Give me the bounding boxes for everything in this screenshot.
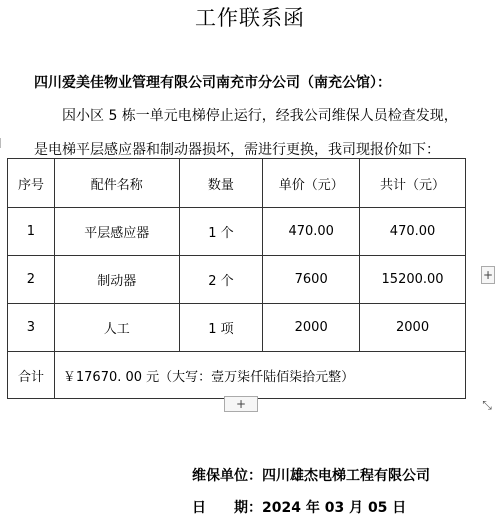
table-row: [8, 256, 466, 304]
cell-part-name: 制动器: [54, 256, 179, 304]
date-line: [192, 497, 406, 517]
cell-index: 3: [8, 304, 55, 352]
body-paragraph-line-1: 因小区 5 栋一单元电梯停止运行，经我公司维保人员检查发现，: [62, 108, 458, 124]
maintenance-unit-label: 维保单位：: [192, 468, 262, 484]
table-row: [8, 208, 466, 256]
table-total-row: [8, 352, 466, 399]
cell-unit-price: 2000: [263, 304, 360, 352]
cell-quantity: 2 个: [179, 256, 263, 304]
maintenance-unit-value: 四川雄杰电梯工程有限公司: [262, 468, 430, 484]
margin-marker: [0, 138, 6, 148]
header-subtotal: 共计（元）: [360, 159, 466, 208]
document-title: 工作联系函: [195, 6, 305, 30]
cell-part-name: 人工: [54, 304, 179, 352]
cell-unit-price: 7600: [263, 256, 360, 304]
cell-unit-price: 470.00: [263, 208, 360, 256]
cell-subtotal: 15200.00: [360, 256, 466, 304]
date-label: 日 期：: [192, 500, 262, 516]
table-row: [8, 304, 466, 352]
add-row-button[interactable]: [224, 396, 258, 412]
cell-index: 2: [8, 256, 55, 304]
total-amount: ￥17670. 00 元（大写：壹万柒仟陆佰柒拾元整）: [54, 352, 465, 399]
cell-subtotal: 470.00: [360, 208, 466, 256]
plus-icon: +: [482, 268, 494, 282]
table-resize-handle[interactable]: [479, 397, 495, 413]
resize-icon: ⤡: [482, 397, 492, 412]
header-index: 序号: [8, 159, 55, 208]
cell-quantity: 1 个: [179, 208, 263, 256]
total-label: 合计: [8, 352, 55, 399]
cell-part-name: 平层感应器: [54, 208, 179, 256]
header-part-name: 配件名称: [54, 159, 179, 208]
date-value: 2024 年 03 月 05 日: [262, 500, 407, 516]
cell-index: 1: [8, 208, 55, 256]
plus-icon: +: [235, 397, 247, 411]
quote-table: [7, 158, 466, 399]
header-unit-price: 单价（元）: [263, 159, 360, 208]
add-column-button[interactable]: [481, 266, 495, 284]
maintenance-unit-line: [192, 465, 430, 485]
header-quantity: 数量: [179, 159, 263, 208]
addressee: 四川爱美佳物业管理有限公司南充市分公司（南充公馆）：: [34, 75, 391, 91]
cell-quantity: 1 项: [179, 304, 263, 352]
table-header-row: [8, 159, 466, 208]
cell-subtotal: 2000: [360, 304, 466, 352]
body-paragraph-line-2: 是电梯平层感应器和制动器损坏，需进行更换，我司现报价如下：: [34, 142, 440, 158]
